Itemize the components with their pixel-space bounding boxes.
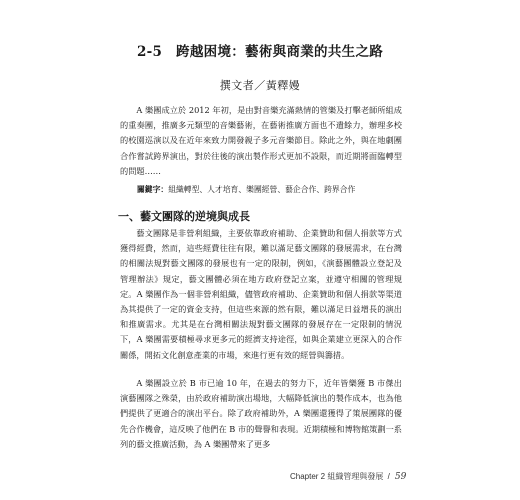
body-paragraph: 藝文團隊是非營利組織，主要依靠政府補助、企業贊助和個人捐款等方式獲得經費，然而，這些經費往往有限，難以滿足藝文團隊的發展需求，在台灣的相關法規對藝文團隊的發展也有一定的限制，例如，《演藝團體設立登記及管理辦法》規定，藝文團體必須在地方政府登記立案，並遵守相關的管理規定。A 樂團作為一個非營利組織，儘管政府補助、企業贊助和個人捐款等渠道為其提供了一定的資金支持，但這些來源的然有限，難以滿足日益增長的演出和推廣需求。尤其是在台灣相關法規對藝文團隊的發展存在一定限制的情況下，A 樂團需要積極尋求更多元的經濟支持途徑，如與企業建立更深入的合作關係，開拓文化創意產業的市場，來進行更有效的經營與籌措。 <box>120 228 402 360</box>
footer-chapter-title: 組織管理與發展 <box>327 472 384 481</box>
page-number: 59 <box>394 472 407 482</box>
body-paragraph: A 樂團設立於 B 市已逾 10 年，在過去的努力下，近年皆樂獲 B 市傑出演藝團隊之殊榮，由於政府補助演出場地，大幅降低演出的製作成本，也為他們提供了更適合的演出平台。除了政府補助外，A 樂團還獲得了策展團隊的優先合作機會，這反映了他們在 B 市的聲譽和表現。近期積極和博物館策劃一系列的藝文推廣活動，為 A 樂團帶來了更多 <box>120 378 402 449</box>
section-heading: 一、藝文團隊的逆境與成長 <box>118 210 250 223</box>
article-author: 撰文者／黃釋嫚 <box>219 79 301 92</box>
article-title: 2-5 跨越困境：藝術與商業的共生之路 <box>136 44 384 60</box>
keywords-list: 組織轉型、人才培育、樂團經營、藝企合作、跨界合作 <box>168 185 356 194</box>
keywords-label: 關鍵字： <box>137 185 169 194</box>
keywords-line <box>137 184 407 196</box>
intro-paragraph: A 樂團成立於 2012 年初，是由對音樂充滿熱情的管樂及打擊老師所組成的重奏團，推廣多元類型的音樂藝術，在藝術推廣方面也不遺餘力，辦理多校的校園巡演以及在近年來致力開發親子多元音樂節目。除此之外，與在地劇團合作嘗試跨界演出，對於往後的演出製作形式更加不設限，而近期將面臨轉型的問題…… <box>120 105 402 176</box>
footer-chapter: Chapter 2 <box>290 472 326 481</box>
page-footer <box>290 471 410 482</box>
footer-separator: / <box>387 472 390 481</box>
